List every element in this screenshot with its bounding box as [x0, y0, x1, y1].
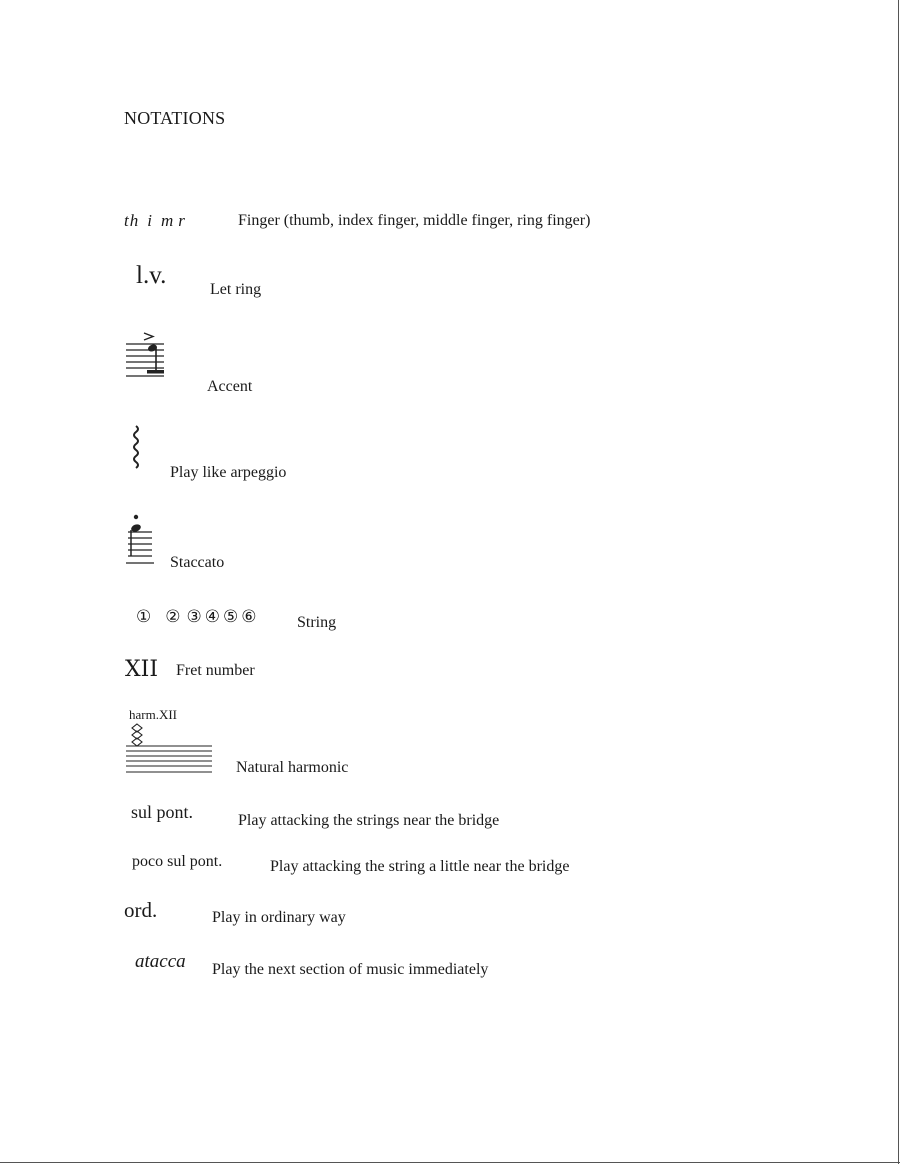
staccato-description: Staccato [170, 554, 225, 571]
poco-sul-pont-description: Play attacking the string a little near the bridge [270, 858, 570, 875]
sul-pont-symbol: sul pont. [131, 802, 194, 822]
accent-notation-icon [124, 330, 168, 382]
string-description: String [297, 614, 337, 631]
finger-symbol-ring: r [178, 211, 186, 230]
fret-number-symbol: XII [125, 657, 159, 682]
string-number-symbols [136, 607, 264, 627]
let-ring-description: Let ring [210, 281, 262, 298]
page-title: NOTATIONS [124, 108, 226, 128]
fret-number-description: Fret number [176, 662, 255, 679]
ord-symbol: ord. [124, 898, 158, 922]
let-ring-symbol: l.v. [136, 262, 167, 289]
string-6-symbol: ⑥ [241, 607, 257, 627]
page-border-right [898, 0, 899, 1164]
string-1-symbol: ① [136, 607, 152, 627]
finger-symbols [124, 211, 186, 231]
atacca-symbol: atacca [135, 951, 186, 972]
accent-description: Accent [207, 378, 253, 395]
poco-sul-pont-symbol: poco sul pont. [132, 853, 223, 870]
arpeggio-description: Play like arpeggio [170, 464, 287, 481]
natural-harmonic-description: Natural harmonic [236, 759, 349, 776]
string-2-symbol: ② [165, 607, 181, 627]
ord-description: Play in ordinary way [212, 909, 346, 926]
staccato-notation-icon [124, 512, 156, 566]
harmonic-label: harm.XII [129, 707, 178, 722]
atacca-description: Play the next section of music immediately [212, 961, 489, 978]
finger-symbol-thumb: th [124, 211, 140, 230]
sul-pont-description: Play attacking the strings near the bridge [238, 812, 500, 829]
string-4-symbol: ④ [204, 607, 220, 627]
finger-description: Finger (thumb, index finger, middle finger, ring finger) [238, 212, 591, 229]
page-border-bottom [0, 1162, 900, 1163]
natural-harmonic-notation-icon [124, 722, 214, 774]
finger-symbol-middle: m [160, 211, 175, 230]
string-3-symbol: ③ [186, 607, 202, 627]
finger-symbol-index: i [147, 211, 153, 230]
string-5-symbol: ⑤ [223, 607, 239, 627]
arpeggio-wavy-line-icon [130, 424, 142, 474]
